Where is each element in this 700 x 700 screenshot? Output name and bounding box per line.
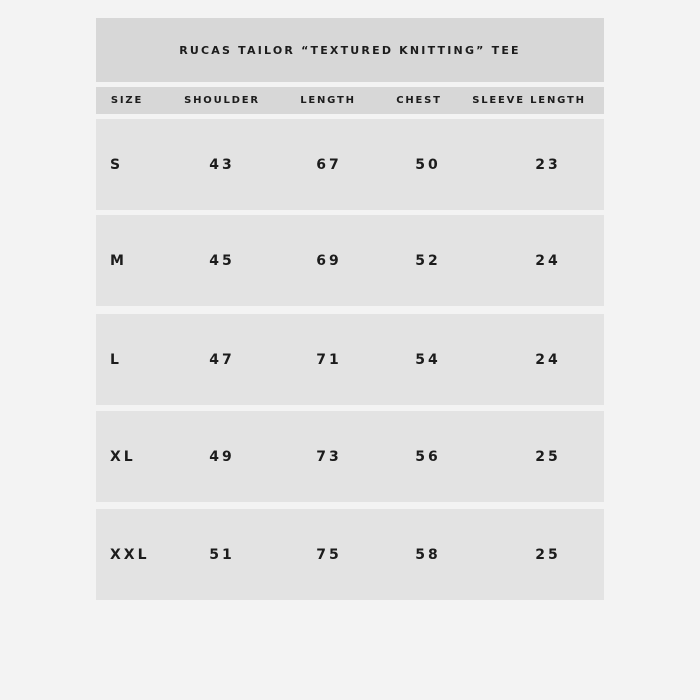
length-cell: 73 bbox=[316, 448, 342, 465]
size-cell: XL bbox=[110, 448, 136, 465]
column-header-sleeve-length: SLEEVE LENGTH bbox=[472, 95, 586, 106]
size-cell: XXL bbox=[110, 546, 150, 563]
table-header bbox=[96, 87, 604, 114]
table-row bbox=[96, 119, 604, 210]
shoulder-cell: 45 bbox=[209, 252, 235, 269]
shoulder-cell: 47 bbox=[209, 351, 235, 368]
table-row bbox=[96, 509, 604, 600]
size-cell: M bbox=[110, 252, 127, 269]
sleeve-length-cell: 25 bbox=[535, 448, 561, 465]
sleeve-length-cell: 25 bbox=[535, 546, 561, 563]
shoulder-cell: 51 bbox=[209, 546, 235, 563]
sleeve-length-cell: 23 bbox=[535, 156, 561, 173]
sleeve-length-cell: 24 bbox=[535, 252, 561, 269]
chest-cell: 52 bbox=[415, 252, 441, 269]
chest-cell: 58 bbox=[415, 546, 441, 563]
column-header-size: SIZE bbox=[110, 95, 144, 106]
chart-title-bar bbox=[96, 18, 604, 82]
chest-cell: 50 bbox=[415, 156, 441, 173]
column-header-length: LENGTH bbox=[300, 95, 356, 106]
size-cell: S bbox=[110, 156, 124, 173]
length-cell: 75 bbox=[316, 546, 342, 563]
size-chart bbox=[96, 18, 604, 600]
shoulder-cell: 43 bbox=[209, 156, 235, 173]
chest-cell: 56 bbox=[415, 448, 441, 465]
table-row bbox=[96, 314, 604, 405]
length-cell: 69 bbox=[316, 252, 342, 269]
column-header-shoulder: SHOULDER bbox=[184, 95, 260, 106]
chest-cell: 54 bbox=[415, 351, 441, 368]
sleeve-length-cell: 24 bbox=[535, 351, 561, 368]
size-cell: L bbox=[110, 351, 122, 368]
shoulder-cell: 49 bbox=[209, 448, 235, 465]
table-row bbox=[96, 215, 604, 306]
chart-title: RUCAS TAILOR “TEXTURED KNITTING” TEE bbox=[179, 43, 521, 57]
length-cell: 67 bbox=[316, 156, 342, 173]
column-header-chest: CHEST bbox=[396, 95, 442, 106]
length-cell: 71 bbox=[316, 351, 342, 368]
table-row bbox=[96, 411, 604, 502]
